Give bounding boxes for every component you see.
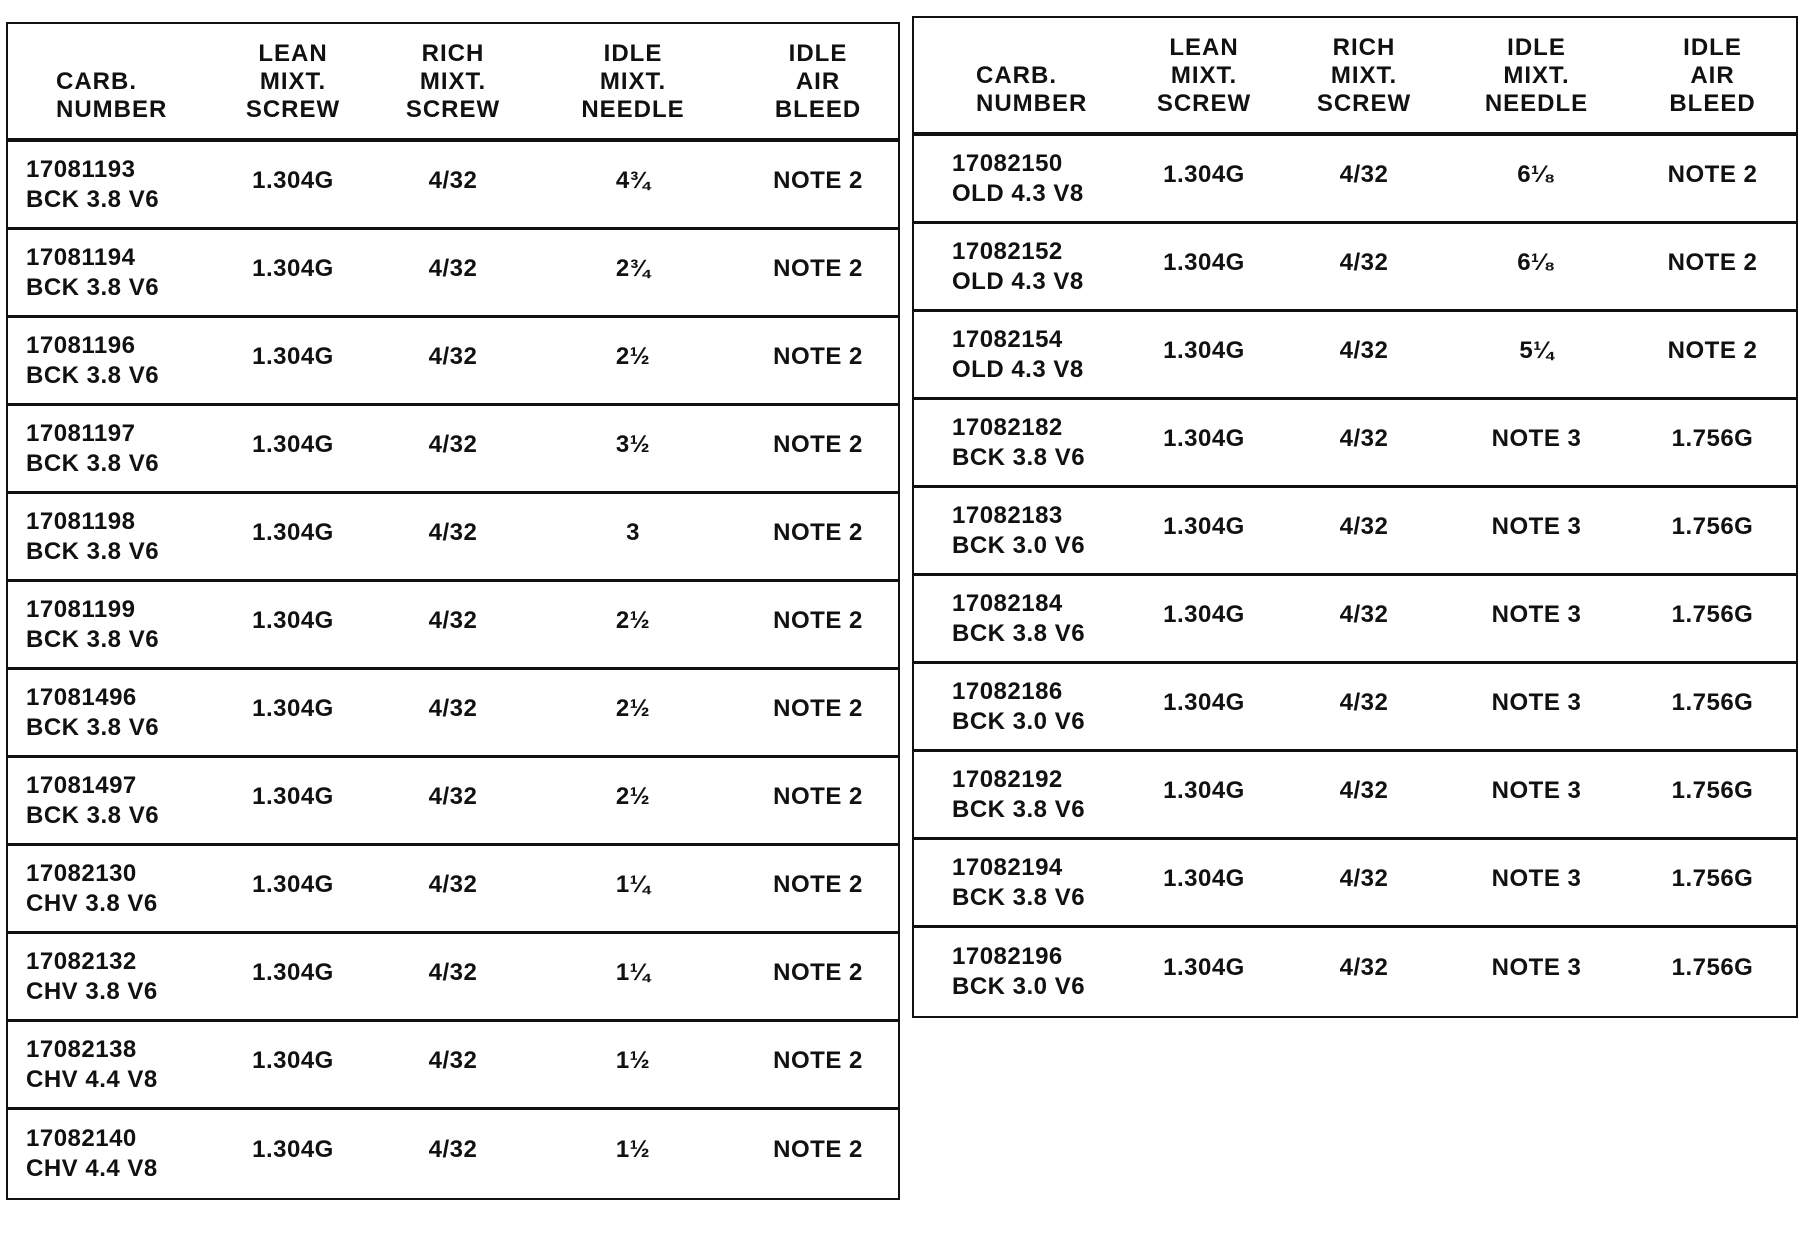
idle-air-bleed-value: NOTE 2 [773,518,863,546]
rich-mixture-screw-value: 4/32 [428,166,478,194]
idle-mixture-needle-value: 2½ [615,606,651,634]
idle-air-bleed-value: NOTE 2 [773,254,863,282]
engine-code: OLD 4.3 V8 [952,267,1084,295]
carb-number: 17082194 [952,853,1063,881]
idle-mixture-needle-value: 6¹⁄₈ [1517,160,1556,188]
table-row [914,224,1796,312]
lean-mixture-screw-value: 1.304G [252,958,334,986]
carb-number-cell [8,683,208,743]
table-row [914,752,1796,840]
lean-mixture-screw-value: 1.304G [252,254,334,282]
engine-code: BCK 3.8 V6 [952,795,1086,823]
lean-mixture-screw-value: 1.304G [252,606,334,634]
table-row [8,670,898,758]
carb-number-cell [914,942,1124,1002]
engine-code: BCK 3.8 V6 [26,713,160,741]
carb-number-cell [914,325,1124,385]
engine-code: BCK 3.8 V6 [26,801,160,829]
carb-number-cell [8,155,208,215]
idle-air-bleed-value: 1.756G [1671,600,1754,628]
lean-mixture-screw-value: 1.304G [252,782,334,810]
carb-number-cell [8,1035,208,1095]
lean-mixture-screw-value: 1.304G [252,518,334,546]
carb-number-cell [914,765,1124,825]
engine-code: BCK 3.8 V6 [26,625,160,653]
idle-mixture-needle-value: 2¾ [615,254,651,282]
engine-code: BCK 3.0 V6 [952,973,1086,1000]
rich-mixture-screw-value: 4/32 [1339,336,1389,364]
rich-mixture-screw-value: 4/32 [428,518,478,546]
idle-mixture-needle-value: NOTE 3 [1491,688,1582,716]
carb-number-cell [8,771,208,831]
lean-mixture-screw-value: 1.304G [1163,336,1245,364]
idle-mixture-needle-value: NOTE 3 [1491,864,1582,892]
lean-mixture-screw-value: 1.304G [1163,600,1245,628]
idle-air-bleed-value: NOTE 2 [1667,336,1758,364]
rich-mixture-screw-value: 4/32 [428,782,478,810]
carb-number: 17081199 [26,595,136,623]
table-header [8,24,898,142]
engine-code: CHV 4.4 V8 [26,1155,158,1182]
engine-code: BCK 3.8 V6 [952,619,1086,647]
lean-mixture-screw-value: 1.304G [252,1046,334,1074]
rich-mixture-screw-value: 4/32 [428,606,478,634]
header-rich-mixture-screw: RICH MIXT. SCREW [405,40,501,123]
table-row [8,1022,898,1110]
idle-mixture-needle-value: 5¼ [1519,336,1554,364]
carb-number-cell [914,149,1124,209]
carb-number: 17081193 [26,155,136,183]
carb-number-cell [8,859,208,919]
table-row [8,1110,898,1198]
lean-mixture-screw-value: 1.304G [252,694,334,722]
table-row [8,758,898,846]
rich-mixture-screw-value: 4/32 [1339,776,1389,804]
idle-mixture-needle-value: 1¼ [615,958,651,986]
carb-number: 17082150 [952,149,1063,177]
carb-number-cell [8,507,208,567]
header-lean-mixture-screw: LEAN MIXT. SCREW [1156,34,1252,117]
idle-air-bleed-value: 1.756G [1671,954,1754,981]
table-row [914,928,1796,1016]
lean-mixture-screw-value: 1.304G [1163,688,1245,716]
table-row [914,840,1796,928]
carburetor-spec-table-left [6,22,900,1200]
carb-number-cell [914,237,1124,297]
engine-code: CHV 3.8 V6 [26,889,158,917]
lean-mixture-screw-value: 1.304G [252,870,334,898]
carb-number: 17082186 [952,677,1063,705]
carb-number: 17081194 [26,243,136,271]
carb-number-cell [8,419,208,479]
table-row [8,846,898,934]
table-row [8,406,898,494]
carb-number: 17082152 [952,237,1063,265]
lean-mixture-screw-value: 1.304G [1163,160,1245,188]
engine-code: BCK 3.8 V6 [26,273,160,301]
carb-number-cell [914,677,1124,737]
table-row [8,318,898,406]
lean-mixture-screw-value: 1.304G [1163,424,1245,452]
lean-mixture-screw-value: 1.304G [1163,954,1245,981]
engine-code: BCK 3.0 V6 [952,707,1086,735]
engine-code: OLD 4.3 V8 [952,179,1084,207]
header-lean-mixture-screw: LEAN MIXT. SCREW [245,40,341,123]
idle-air-bleed-value: 1.756G [1671,688,1754,716]
carb-number-cell [914,501,1124,561]
idle-mixture-needle-value: NOTE 3 [1491,776,1582,804]
lean-mixture-screw-value: 1.304G [252,166,334,194]
idle-air-bleed-value: NOTE 2 [773,166,863,194]
carb-number-cell [914,589,1124,649]
carb-number: 17081197 [26,419,136,447]
header-idle-mixture-needle: IDLE MIXT. NEEDLE [1484,34,1589,117]
header-rich-mixture-screw: RICH MIXT. SCREW [1316,34,1412,117]
rich-mixture-screw-value: 4/32 [1339,424,1389,452]
engine-code: BCK 3.8 V6 [952,883,1086,911]
carb-number: 17081497 [26,771,137,799]
rich-mixture-screw-value: 4/32 [428,694,478,722]
idle-mixture-needle-value: 1½ [615,1136,651,1163]
idle-air-bleed-value: 1.756G [1671,776,1754,804]
table-row [914,576,1796,664]
lean-mixture-screw-value: 1.304G [252,1136,334,1163]
idle-air-bleed-value: NOTE 2 [773,342,863,370]
lean-mixture-screw-value: 1.304G [252,342,334,370]
carb-number-cell [8,331,208,391]
idle-mixture-needle-value: 1½ [615,1046,651,1074]
idle-mixture-needle-value: 1¼ [615,870,651,898]
carb-number: 17082140 [26,1125,137,1152]
rich-mixture-screw-value: 4/32 [1339,512,1389,540]
carb-number-cell [8,243,208,303]
idle-air-bleed-value: NOTE 2 [1667,160,1758,188]
carb-number-cell [8,947,208,1007]
idle-mixture-needle-value: 3½ [615,430,651,458]
idle-air-bleed-value: 1.756G [1671,864,1754,892]
engine-code: BCK 3.8 V6 [26,449,160,477]
table-row [914,400,1796,488]
table-row [914,136,1796,224]
carb-number-cell [914,853,1124,913]
idle-mixture-needle-value: 6¹⁄₈ [1517,248,1556,276]
carb-number: 17082192 [952,765,1063,793]
engine-code: CHV 3.8 V6 [26,977,158,1005]
table-body [8,142,898,1198]
rich-mixture-screw-value: 4/32 [428,430,478,458]
idle-air-bleed-value: NOTE 2 [773,694,863,722]
engine-code: BCK 3.8 V6 [26,361,160,389]
header-carb-number: CARB. NUMBER [56,68,168,123]
rich-mixture-screw-value: 4/32 [1339,248,1389,276]
carb-number: 17082132 [26,947,137,975]
carb-number: 17082154 [952,325,1063,353]
rich-mixture-screw-value: 4/32 [1339,600,1389,628]
rich-mixture-screw-value: 4/32 [428,1136,478,1163]
carb-number: 17082183 [952,501,1063,529]
idle-mixture-needle-value: NOTE 3 [1491,512,1582,540]
table-row [8,142,898,230]
lean-mixture-screw-value: 1.304G [1163,776,1245,804]
lean-mixture-screw-value: 1.304G [252,430,334,458]
header-carb-number: CARB. NUMBER [976,62,1088,117]
carb-number: 17081198 [26,507,136,535]
carb-number: 17082138 [26,1035,137,1063]
idle-air-bleed-value: 1.756G [1671,424,1754,452]
table-body [914,136,1796,1016]
carb-number: 17081496 [26,683,137,711]
idle-mixture-needle-value: 4¾ [615,166,651,194]
carb-number: 17081196 [26,331,136,359]
rich-mixture-screw-value: 4/32 [1339,160,1389,188]
engine-code: BCK 3.0 V6 [952,531,1086,559]
header-idle-mixture-needle: IDLE MIXT. NEEDLE [581,40,685,123]
rich-mixture-screw-value: 4/32 [428,254,478,282]
header-idle-air-bleed: IDLE AIR BLEED [1669,34,1756,117]
carb-number: 17082182 [952,413,1063,441]
engine-code: BCK 3.8 V6 [952,443,1086,471]
carb-number: 17082130 [26,859,137,887]
idle-air-bleed-value: 1.756G [1671,512,1754,540]
idle-mixture-needle-value: 2½ [615,342,651,370]
carb-number: 17082184 [952,589,1063,617]
engine-code: BCK 3.8 V6 [26,537,160,565]
carb-number: 17082196 [952,943,1063,970]
header-idle-air-bleed: IDLE AIR BLEED [774,40,862,123]
engine-code: CHV 4.4 V8 [26,1065,158,1093]
table-header [914,18,1796,136]
rich-mixture-screw-value: 4/32 [428,1046,478,1074]
idle-air-bleed-value: NOTE 2 [773,782,863,810]
idle-mixture-needle-value: 2½ [615,782,651,810]
table-row [8,494,898,582]
idle-mixture-needle-value: 2½ [615,694,651,722]
lean-mixture-screw-value: 1.304G [1163,864,1245,892]
idle-mixture-needle-value: NOTE 3 [1491,600,1582,628]
table-row [914,312,1796,400]
table-row [914,664,1796,752]
idle-air-bleed-value: NOTE 2 [773,430,863,458]
rich-mixture-screw-value: 4/32 [1339,864,1389,892]
carb-number-cell [914,413,1124,473]
table-row [8,230,898,318]
rich-mixture-screw-value: 4/32 [428,958,478,986]
rich-mixture-screw-value: 4/32 [1339,688,1389,716]
carburetor-spec-table-right [912,16,1798,1018]
idle-mixture-needle-value: NOTE 3 [1491,424,1582,452]
idle-air-bleed-value: NOTE 2 [773,606,863,634]
rich-mixture-screw-value: 4/32 [428,342,478,370]
lean-mixture-screw-value: 1.304G [1163,512,1245,540]
idle-mixture-needle-value: 3 [626,518,640,546]
idle-air-bleed-value: NOTE 2 [773,1046,863,1074]
table-row [8,934,898,1022]
idle-air-bleed-value: NOTE 2 [773,1136,863,1163]
rich-mixture-screw-value: 4/32 [428,870,478,898]
lean-mixture-screw-value: 1.304G [1163,248,1245,276]
idle-air-bleed-value: NOTE 2 [773,958,863,986]
idle-air-bleed-value: NOTE 2 [773,870,863,898]
idle-mixture-needle-value: NOTE 3 [1491,954,1582,981]
table-row [914,488,1796,576]
engine-code: OLD 4.3 V8 [952,355,1084,383]
rich-mixture-screw-value: 4/32 [1339,954,1389,981]
table-row [8,582,898,670]
carb-number-cell [8,595,208,655]
idle-air-bleed-value: NOTE 2 [1667,248,1758,276]
carb-number-cell [8,1124,208,1184]
engine-code: BCK 3.8 V6 [26,185,160,213]
